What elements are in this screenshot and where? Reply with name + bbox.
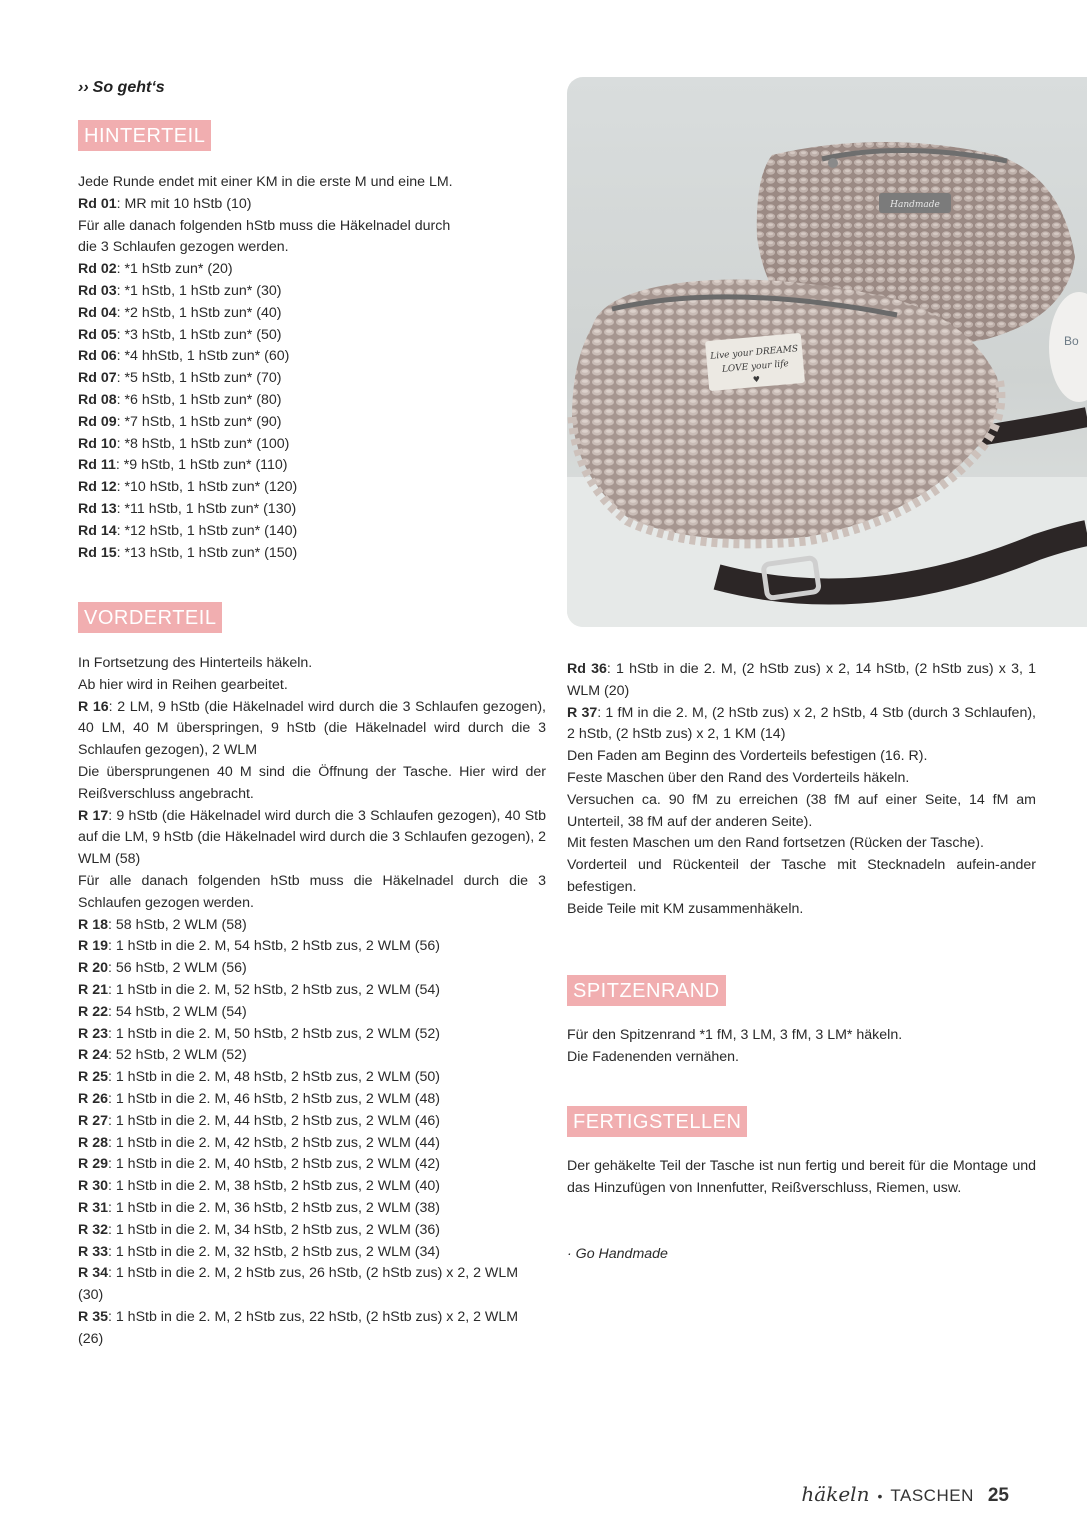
row-text: : 1 hStb in die 2. M, 54 hStb, 2 hStb zus, 2 WLM (56) bbox=[107, 938, 440, 955]
row-label: R 31 bbox=[78, 1199, 108, 1216]
instruction-line bbox=[78, 237, 548, 259]
instruction-line bbox=[78, 455, 548, 477]
row-text: : *2 hStb, 1 hStb zun* (40) bbox=[116, 304, 282, 321]
instruction-line bbox=[567, 833, 1036, 855]
row-label: R 27 bbox=[78, 1112, 108, 1129]
row-label: Rd 04 bbox=[78, 304, 117, 321]
instruction-line bbox=[78, 499, 548, 521]
footer-script: häkeln bbox=[801, 1482, 870, 1506]
row-text: : 1 hStb in die 2. M, 2 hStb zus, 26 hStb, (2 hStb zus) x 2, 2 WLM (30) bbox=[78, 1265, 519, 1304]
instruction-line bbox=[567, 899, 1036, 921]
row-text: : 1 hStb in die 2. M, 36 hStb, 2 hStb zus, 2 WLM (38) bbox=[107, 1199, 440, 1216]
instruction-line bbox=[78, 303, 548, 325]
kicker-arrows: ›› bbox=[78, 79, 89, 96]
row-label: R 16 bbox=[78, 698, 109, 715]
instruction-line bbox=[78, 1263, 546, 1307]
row-text: : 1 hStb in die 2. M, 44 hStb, 2 hStb zus, 2 WLM (46) bbox=[107, 1112, 440, 1129]
row-label: R 21 bbox=[78, 981, 108, 998]
row-label: R 19 bbox=[78, 938, 108, 955]
instruction-line bbox=[78, 434, 548, 456]
instruction-line bbox=[78, 477, 548, 499]
instruction-line bbox=[567, 790, 1036, 834]
row-label: Rd 36 bbox=[567, 661, 607, 677]
front-label-line2: LOVE your life bbox=[721, 359, 790, 375]
instruction-line bbox=[78, 1045, 546, 1067]
instruction-line bbox=[78, 543, 548, 565]
row-label: R 18 bbox=[78, 916, 108, 933]
row-text: : 1 hStb in die 2. M, 40 hStb, 2 hStb zus, 2 WLM (42) bbox=[107, 1156, 440, 1173]
instruction-line bbox=[78, 1111, 546, 1133]
instruction-line bbox=[567, 768, 1036, 790]
row-text: : 1 hStb in die 2. M, 42 hStb, 2 hStb zus, 2 WLM (44) bbox=[107, 1134, 440, 1151]
heading-fertigstellen: FERTIGSTELLEN bbox=[567, 1106, 747, 1137]
row-label: Rd 07 bbox=[78, 370, 117, 387]
row-text: : *10 hStb, 1 hStb zun* (120) bbox=[116, 479, 298, 496]
bag-illustration bbox=[567, 77, 1087, 627]
fertigstellen-text: Der gehäkelte Teil der Tasche ist nun fertig und bereit für die Montage und das Hinzufügen von Innenfutter, Reißverschluss, Riemen, usw. bbox=[567, 1158, 1036, 1196]
row-text: : 1 hStb in die 2. M, 48 hStb, 2 hStb zus, 2 WLM (50) bbox=[107, 1069, 440, 1086]
instruction-line bbox=[78, 346, 548, 368]
row-text: : 1 hStb in die 2. M, 46 hStb, 2 hStb zus, 2 WLM (48) bbox=[107, 1090, 440, 1107]
instruction-line bbox=[567, 703, 1036, 747]
row-label: Rd 12 bbox=[78, 479, 117, 496]
row-text: : 1 hStb in die 2. M, 34 hStb, 2 hStb zus, 2 WLM (36) bbox=[107, 1221, 440, 1238]
row-label: R 33 bbox=[78, 1243, 108, 1260]
row-label: Rd 02 bbox=[78, 261, 117, 278]
row-text: Den Faden am Beginn des Vorderteils befestigen (16. R). bbox=[567, 748, 928, 765]
row-text: Für alle danach folgenden hStb muss die Häkelnadel durch bbox=[78, 217, 451, 234]
row-text: : 2 LM, 9 hStb (die Häkelnadel wird durch die 3 Schlaufen gezogen), 40 LM, 40 M überspringen, 9 hStb (die Häkelnadel wird durch die 3 Schlaufen gezogen), 2 WLM bbox=[78, 698, 546, 759]
row-label: Rd 05 bbox=[78, 326, 117, 343]
instruction-line bbox=[78, 697, 546, 762]
instruction-line bbox=[78, 1176, 546, 1198]
instruction-line bbox=[78, 915, 546, 937]
row-text: : 52 hStb, 2 WLM (52) bbox=[107, 1047, 247, 1064]
instruction-line bbox=[78, 216, 548, 238]
instruction-line bbox=[78, 806, 546, 871]
vorderteil-instructions bbox=[78, 653, 546, 1351]
row-label: R 37 bbox=[567, 704, 598, 721]
instruction-line: Für den Spitzenrand *1 fM, 3 LM, 3 fM, 3 LM* häkeln. bbox=[567, 1027, 903, 1043]
page-footer bbox=[801, 1482, 1009, 1507]
right-column-instructions bbox=[567, 659, 1036, 921]
instruction-line bbox=[567, 746, 1036, 768]
instruction-line bbox=[78, 390, 548, 412]
instruction-line bbox=[567, 855, 1036, 899]
front-label-line1: Live your DREAMS bbox=[709, 344, 799, 362]
instruction-line bbox=[78, 172, 548, 194]
row-text: Jede Runde endet mit einer KM in die erste M und eine LM. bbox=[78, 174, 453, 190]
heading-spitzenrand: SPITZENRAND bbox=[567, 975, 726, 1006]
row-text: : *7 hStb, 1 hStb zun* (90) bbox=[116, 413, 282, 430]
row-label: R 34 bbox=[78, 1265, 108, 1282]
instruction-line bbox=[78, 762, 546, 806]
row-text: : *13 hStb, 1 hStb zun* (150) bbox=[116, 544, 298, 561]
instruction-line bbox=[78, 1154, 546, 1176]
instruction-line bbox=[78, 958, 546, 980]
instruction-line bbox=[78, 1242, 546, 1264]
row-label: R 35 bbox=[78, 1308, 108, 1325]
row-label: R 32 bbox=[78, 1221, 108, 1238]
row-text: : 1 hStb in die 2. M, (2 hStb zus) x 2, 14 hStb, (2 hStb zus) x 3, 1 WLM (20) bbox=[567, 661, 1036, 699]
instruction-line bbox=[78, 1198, 546, 1220]
yarn-label: Bo bbox=[1064, 334, 1079, 348]
row-text: : 1 hStb in die 2. M, 50 hStb, 2 hStb zus, 2 WLM (52) bbox=[107, 1025, 440, 1042]
row-text: : 1 hStb in die 2. M, 52 hStb, 2 hStb zus, 2 WLM (54) bbox=[107, 981, 440, 998]
row-text: : *1 hStb, 1 hStb zun* (30) bbox=[116, 282, 282, 299]
instruction-line bbox=[78, 1002, 546, 1024]
row-label: R 26 bbox=[78, 1090, 108, 1107]
instruction-line bbox=[78, 521, 548, 543]
row-text: : *8 hStb, 1 hStb zun* (100) bbox=[116, 435, 290, 452]
row-text: : *4 hhStb, 1 hStb zun* (60) bbox=[116, 348, 290, 365]
instruction-line bbox=[78, 412, 548, 434]
row-text: Die übersprungenen 40 M sind die Öffnung der Tasche. Hier wird der Reißverschluss angebracht. bbox=[78, 763, 546, 802]
row-text: : *3 hStb, 1 hStb zun* (50) bbox=[116, 326, 282, 343]
instruction-line bbox=[78, 259, 548, 281]
instruction-line bbox=[78, 1133, 546, 1155]
row-label: Rd 11 bbox=[78, 457, 116, 474]
instruction-line bbox=[78, 1307, 546, 1351]
spitzenrand-instructions bbox=[567, 1025, 1036, 1069]
instruction-line bbox=[78, 980, 546, 1002]
row-label: R 30 bbox=[78, 1178, 108, 1195]
instruction-line bbox=[567, 659, 1036, 703]
row-text: : MR mit 10 hStb (10) bbox=[116, 195, 252, 212]
instruction-line bbox=[78, 281, 548, 303]
row-label: R 25 bbox=[78, 1069, 108, 1086]
heading-hinterteil: HINTERTEIL bbox=[78, 120, 211, 151]
row-label: Rd 03 bbox=[78, 282, 117, 299]
instruction-line bbox=[78, 1089, 546, 1111]
instruction-line bbox=[78, 194, 548, 216]
row-text: Versuchen ca. 90 fM zu erreichen (38 fM auf einer Seite, 14 fM am Unterteil, 38 fM auf der anderen Seite). bbox=[567, 791, 1036, 830]
instruction-line bbox=[78, 368, 548, 390]
instruction-line: Ab hier wird in Reihen gearbeitet. bbox=[78, 676, 288, 693]
row-text: Beide Teile mit KM zusammenhäkeln. bbox=[567, 900, 804, 917]
row-label: R 23 bbox=[78, 1025, 108, 1042]
instruction-line bbox=[78, 1220, 546, 1242]
instruction-line: In Fortsetzung des Hinterteils häkeln. bbox=[78, 655, 313, 671]
row-text: : 1 hStb in die 2. M, 32 hStb, 2 hStb zus, 2 WLM (34) bbox=[107, 1243, 440, 1260]
instruction-line bbox=[78, 871, 546, 915]
row-text: : 9 hStb (die Häkelnadel wird durch die 3 Schlaufen gezogen), 40 Stb auf die LM, 9 hStb (die Häkelnadel wird durch die 3 Schlaufen gezogen), 2 WLM (58) bbox=[78, 807, 546, 868]
row-label: R 28 bbox=[78, 1134, 108, 1151]
row-text: Mit festen Maschen um den Rand fortsetzen (Rücken der Tasche). bbox=[567, 835, 984, 852]
row-text: : 56 hStb, 2 WLM (56) bbox=[107, 960, 247, 977]
instruction-line bbox=[78, 325, 548, 347]
row-text: : *11 hStb, 1 hStb zun* (130) bbox=[116, 500, 297, 517]
row-label: R 29 bbox=[78, 1156, 108, 1173]
row-text: : 1 hStb in die 2. M, 38 hStb, 2 hStb zus, 2 WLM (40) bbox=[107, 1178, 440, 1195]
row-text: : 54 hStb, 2 WLM (54) bbox=[107, 1003, 247, 1020]
row-label: Rd 08 bbox=[78, 391, 117, 408]
front-label-heart: ♥ bbox=[752, 374, 761, 385]
row-text: : 1 fM in die 2. M, (2 hStb zus) x 2, 2 hStb, 4 Stb (durch 3 Schlaufen), 2 hStb, (2 hStb zus) x 2, 1 KM (14) bbox=[567, 704, 1036, 743]
kicker bbox=[78, 79, 165, 97]
row-label: R 17 bbox=[78, 807, 109, 824]
row-text: : *6 hStb, 1 hStb zun* (80) bbox=[116, 391, 282, 408]
row-label: Rd 09 bbox=[78, 413, 117, 430]
row-label: Rd 06 bbox=[78, 348, 117, 365]
row-text: Für alle danach folgenden hStb muss die Häkelnadel durch die 3 Schlaufen gezogen werden. bbox=[78, 872, 546, 911]
instruction-line bbox=[78, 1067, 546, 1089]
hinterteil-instructions bbox=[78, 172, 548, 564]
row-text: : 1 hStb in die 2. M, 2 hStb zus, 22 hStb, (2 hStb zus) x 2, 2 WLM (26) bbox=[78, 1308, 519, 1347]
row-label: Rd 10 bbox=[78, 435, 117, 452]
row-text: : *12 hStb, 1 hStb zun* (140) bbox=[116, 522, 298, 539]
row-label: Rd 15 bbox=[78, 544, 117, 561]
product-photo bbox=[567, 77, 1087, 627]
instruction-line bbox=[78, 1024, 546, 1046]
page-number: 25 bbox=[987, 1485, 1009, 1506]
kicker-text: So geht‘s bbox=[92, 79, 165, 96]
fertigstellen-instructions bbox=[567, 1156, 1036, 1200]
row-label: Rd 13 bbox=[78, 500, 117, 517]
footer-magazine: TASCHEN bbox=[890, 1486, 974, 1505]
row-label: R 20 bbox=[78, 960, 108, 977]
row-label: R 22 bbox=[78, 1003, 108, 1020]
back-bag-label: Handmade bbox=[890, 200, 940, 210]
footer-dot: • bbox=[877, 1488, 883, 1504]
row-text: Vorderteil und Rückenteil der Tasche mit Stecknadeln aufein-ander befestigen. bbox=[567, 857, 1036, 895]
row-text: Feste Maschen über den Rand des Vorderteils häkeln. bbox=[567, 769, 910, 786]
row-label: R 24 bbox=[78, 1047, 108, 1064]
credit: · Go Handmade bbox=[567, 1246, 668, 1262]
instruction-line: Die Fadenenden vernähen. bbox=[567, 1048, 739, 1065]
instruction-line bbox=[78, 936, 546, 958]
row-text: : *5 hStb, 1 hStb zun* (70) bbox=[116, 370, 282, 387]
row-text: : *9 hStb, 1 hStb zun* (110) bbox=[115, 457, 288, 474]
row-text: : *1 hStb zun* (20) bbox=[116, 261, 233, 278]
row-text: : 58 hStb, 2 WLM (58) bbox=[107, 916, 247, 933]
row-label: Rd 01 bbox=[78, 195, 117, 212]
row-label: Rd 14 bbox=[78, 522, 117, 539]
heading-vorderteil: VORDERTEIL bbox=[78, 602, 222, 633]
row-text: die 3 Schlaufen gezogen werden. bbox=[78, 239, 289, 256]
